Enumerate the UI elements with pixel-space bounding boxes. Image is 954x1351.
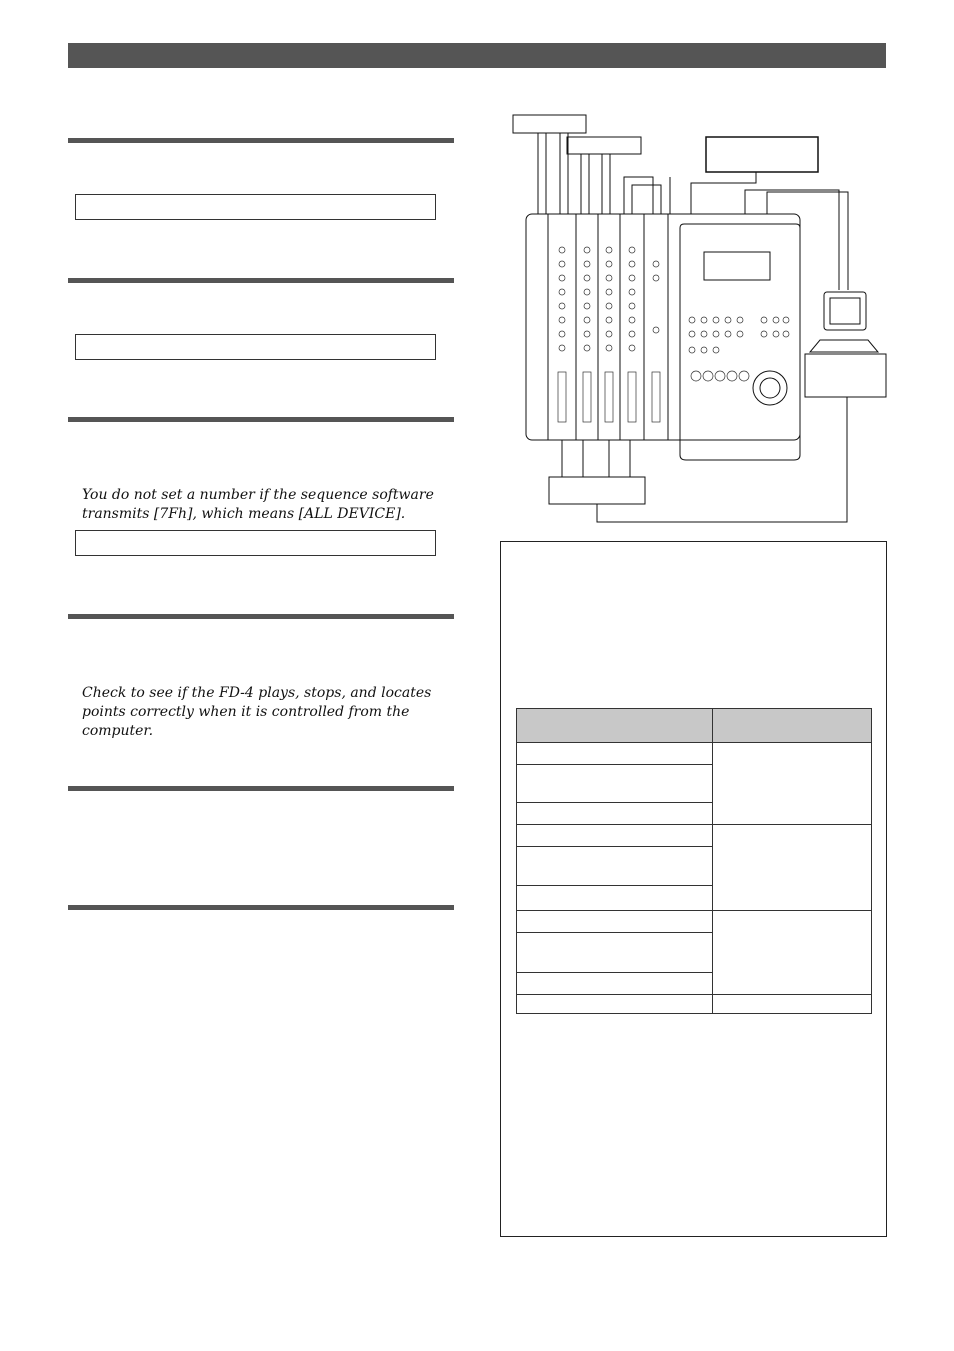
table-group-cell-2	[713, 825, 872, 911]
device-box-bottom	[549, 477, 645, 504]
device-box-1	[513, 115, 586, 133]
table-row	[517, 973, 713, 995]
table-group-cell-1	[713, 743, 872, 825]
device-box-2	[567, 137, 641, 154]
table-row	[517, 743, 713, 765]
display-box-1	[75, 194, 436, 220]
table-row	[517, 911, 713, 933]
table-row	[517, 765, 713, 803]
table-row	[517, 825, 713, 847]
device-note: You do not set a number if the sequence software transmits [7Fh], which means [ALL DEVICE].	[82, 487, 434, 522]
table-header-col-2	[713, 709, 872, 743]
connection-diagram	[508, 110, 893, 530]
table-row	[517, 886, 713, 911]
page-header-bar	[68, 43, 886, 68]
table-group-cell-3	[713, 911, 872, 995]
table-row	[517, 995, 713, 1014]
device-box-3	[706, 137, 818, 172]
section-rule-4	[68, 614, 454, 619]
section-rule-3	[68, 417, 454, 422]
table-row	[517, 803, 713, 825]
check-note: Check to see if the FD-4 plays, stops, and locates points correctly when it is controlled from the computer.	[82, 685, 432, 739]
section-rule-5	[68, 786, 454, 791]
section-rule-6	[68, 905, 454, 910]
section-rule-1	[68, 138, 454, 143]
table-cell	[713, 995, 872, 1014]
table-row	[517, 847, 713, 886]
display-box-2	[75, 334, 436, 360]
table-row	[517, 933, 713, 973]
display-box-3	[75, 530, 436, 556]
table-header-col-1	[517, 709, 713, 743]
section-rule-2	[68, 278, 454, 283]
info-table	[516, 708, 872, 1014]
